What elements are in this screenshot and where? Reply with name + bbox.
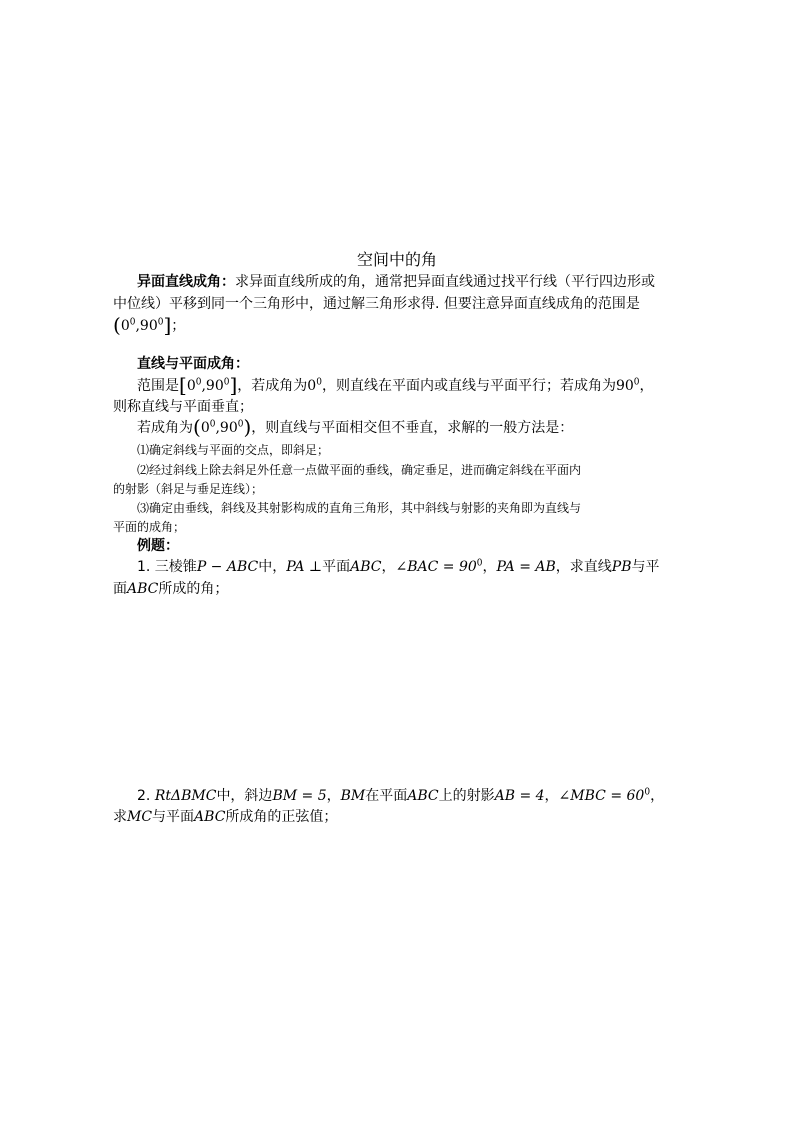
method-step-2-line1: ⑵经过斜线上除去斜足外任意一点做平面的垂线，确定垂足，进而确定斜线在平面内 [137,463,582,477]
section2-line2: 则称直线与平面垂直； [113,399,253,415]
section2-heading: 直线与平面成角： [137,356,249,372]
section1-range: $(0^0,90^0]$； [113,313,186,337]
range-open-paren: ( [113,313,121,337]
example-2-line1: 2. RtΔBMC中，斜边BM = 5，BM在平面ABC上的射影AB = 4，∠MBC = $60^0$， [137,787,665,804]
example-2-line2: 求MC与平面ABC所成角的正弦值； [113,809,338,825]
section1-line2 [113,294,693,315]
example-1-line2: 面ABC所成的角； [113,581,229,597]
section2-line1: 范围是$[0^0,90^0]$，若成角为$0^0$，则直线在平面内或直线与平面平行；若成角为$90^0$， [137,373,654,397]
examples-heading: 例题： [137,538,179,554]
method-step-3-line2: 平面的成角； [113,520,186,534]
section1-text1: 求异面直线所成的角，通常把异面直线通过找平行线（平行四边形或 [235,274,655,290]
section1-text2: 中位线）平移到同一个三角形中，通过解三角形求得. 但要注意异面直线成角的范围是 [113,296,640,312]
section1-line1 [113,272,693,293]
range-tail: ； [171,318,186,334]
page-title: 空间中的角 [356,250,437,269]
method-step-1: ⑴确定斜线与平面的交点，即斜足； [137,443,330,457]
example-1-line1: 1. 三棱锥P − ABC中，PA ⊥平面ABC，∠BAC = $90^0$，PA = AB，求直线PB与平 [137,558,660,575]
section1-heading: 异面直线成角： [137,274,235,290]
method-step-2-line2: 的射影（斜足与垂足连线）； [113,482,264,496]
section2-line3: 若成角为$(0^0,90^0)$，则直线与平面相交但不垂直，求解的一般方法是： [137,415,574,439]
range-close-bracket: ] [163,313,172,337]
method-step-3-line1: ⑶确定由垂线，斜线及其射影构成的直角三角形，其中斜线与射影的夹角即为直线与 [137,501,582,515]
